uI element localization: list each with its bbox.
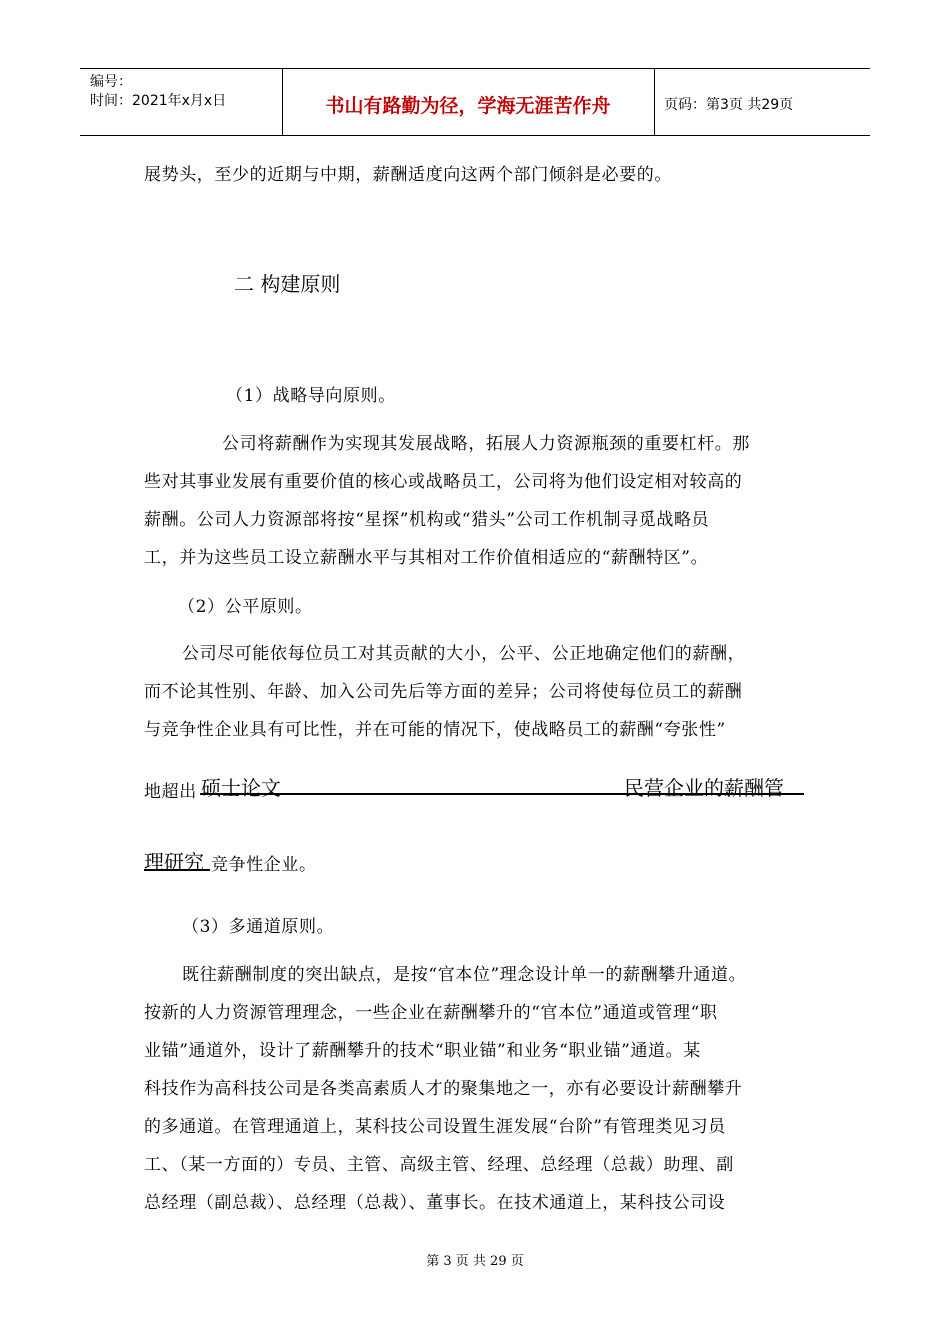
paragraph-line: 竞争性企业。 (211, 855, 317, 875)
paragraph-line: 公司尽可能依每位员工对其贡献的大小，公平、公正地确定他们的薪酬， (182, 644, 746, 664)
document-number-label: 编号： (90, 74, 132, 90)
header-divider (654, 68, 655, 135)
running-title-rule (200, 793, 804, 795)
subsection-heading: （1）战略导向原则。 (226, 386, 396, 406)
paragraph-line: 展势头，至少的近期与中期，薪酬适度向这两个部门倾斜是必要的。 (144, 165, 672, 185)
paragraph-line: 薪酬。公司人力资源部将按“星探”机构或“猎头”公司工作机制寻觅战略员 (144, 510, 710, 530)
paragraph-line: 公司将薪酬作为实现其发展战略，拓展人力资源瓶颈的重要杠杆。那 (222, 434, 750, 454)
paragraph-line: 而不论其性别、年龄、加入公司先后等方面的差异；公司将使每位员工的薪酬 (144, 682, 743, 702)
paragraph-line: 些对其事业发展有重要价值的核心或战略员工，公司将为他们设定相对较高的 (144, 472, 743, 492)
header-page-info: 页码：第3页 共29页 (664, 97, 794, 113)
paragraph-line: 工，并为这些员工设立薪酬水平与其相对工作价值相适应的“薪酬特区”。 (144, 548, 709, 568)
running-title-left: 硕士论文 (201, 776, 281, 800)
paragraph-line: 地超出 (144, 782, 197, 802)
running-title-right: 民营企业的薪酬管 (624, 776, 784, 800)
paragraph-line: 既往薪酬制度的突出缺点，是按“官本位”理念设计单一的薪酬攀升通道。 (182, 965, 747, 985)
subsection-heading: （2）公平原则。 (178, 597, 313, 617)
paragraph-line: 按新的人力资源管理理念，一些企业在薪酬攀升的“官本位”通道或管理“职 (144, 1003, 718, 1023)
paragraph-line: 总经理（副总裁）、总经理（总裁）、董事长。在技术通道上，某科技公司设 (144, 1193, 726, 1213)
paragraph-line: 工、（某一方面的）专员、主管、高级主管、经理、总经理（总裁）助理、副 (144, 1155, 734, 1175)
paragraph-line: 与竞争性企业具有可比性，并在可能的情况下，使战略员工的薪酬“夸张性” (144, 720, 726, 740)
subsection-heading: （3）多通道原则。 (182, 917, 335, 937)
paragraph-line: 科技作为高科技公司是各类高素质人才的聚集地之一，亦有必要设计薪酬攀升 (144, 1079, 743, 1099)
header-motto: 书山有路勤为径，学海无涯苦作舟 (325, 95, 611, 117)
paragraph-line: 业锚”通道外，设计了薪酬攀升的技术“职业锚”和业务“职业锚”通道。某 (144, 1041, 701, 1061)
running-title-rule (144, 869, 210, 871)
page-footer: 第 3 页 共 29 页 (426, 1254, 524, 1269)
section-heading: 二 构建原则 (234, 272, 341, 296)
document-date: 时间：2021年x月x日 (90, 93, 227, 109)
running-title-continuation: 理研究 (144, 850, 204, 874)
header-bottom-rule (80, 135, 870, 136)
paragraph-line: 的多通道。在管理通道上，某科技公司设置生涯发展“台阶”有管理类见习员 (144, 1117, 726, 1137)
header-top-rule (80, 68, 870, 69)
